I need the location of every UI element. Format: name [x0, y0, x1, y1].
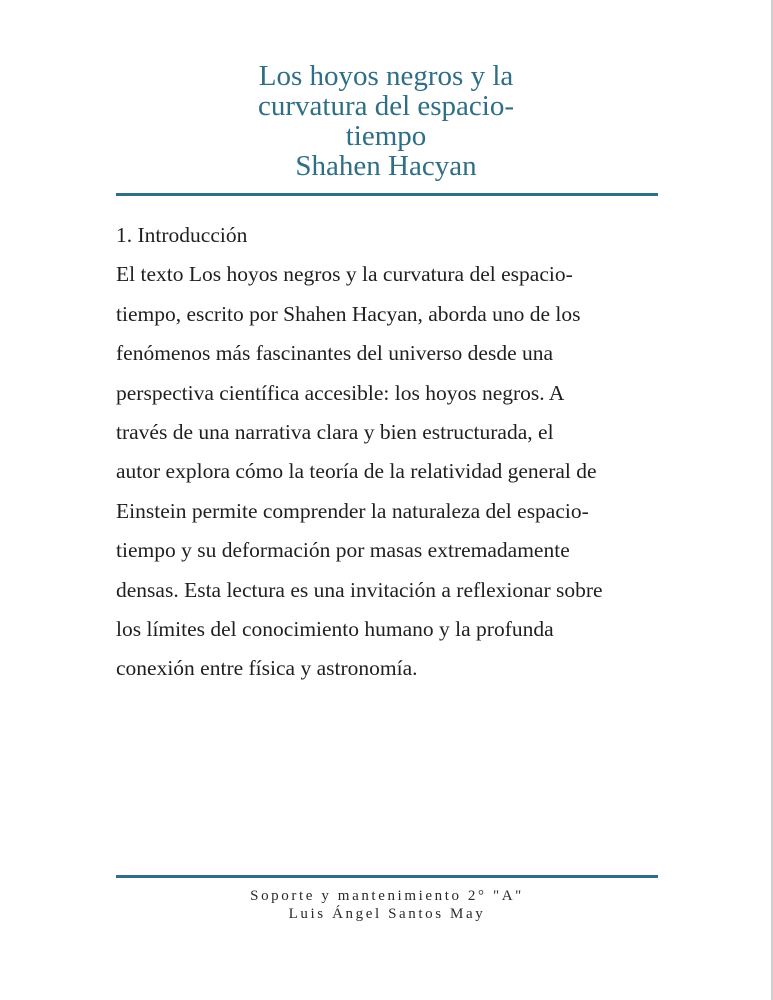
title-line-1: Los hoyos negros y la	[258, 60, 514, 92]
introduction-section	[116, 216, 706, 689]
title-line-3: tiempo	[345, 120, 427, 152]
paragraph-line: los límites del conocimiento humano y la profunda	[116, 617, 554, 642]
author-name: Shahen Hacyan	[295, 150, 477, 182]
paragraph-line: fenómenos más fascinantes del universo desde una	[116, 341, 554, 366]
paragraph-line: conexión entre física y astronomía.	[116, 656, 418, 681]
document-title	[200, 61, 572, 181]
paragraph-line: autor explora cómo la teoría de la relatividad general de	[116, 459, 597, 484]
header-rule	[116, 193, 658, 196]
footer-rule	[116, 875, 658, 878]
paragraph-line: tiempo y su deformación por masas extremadamente	[116, 538, 570, 563]
paragraph-line: Einstein permite comprender la naturaleza del espacio-	[116, 498, 589, 523]
paragraph-line: través de una narrativa clara y bien estructurada, el	[116, 420, 554, 445]
section-heading: 1. Introducción	[116, 223, 248, 247]
paragraph-line: El texto Los hoyos negros y la curvatura del espacio-	[116, 262, 573, 287]
footer	[116, 887, 658, 923]
title-line-2: curvatura del espacio-	[257, 90, 515, 122]
paragraph-line: perspectiva científica accesible: los hoyos negros. A	[116, 380, 565, 405]
footer-student-name: Luis Ángel Santos May	[288, 906, 486, 922]
paragraph-line: densas. Esta lectura es una invitación a reflexionar sobre	[116, 577, 603, 602]
footer-course: Soporte y mantenimiento 2° "A"	[250, 888, 524, 904]
paragraph-line: tiempo, escrito por Shahen Hacyan, aborda uno de los	[116, 301, 581, 326]
